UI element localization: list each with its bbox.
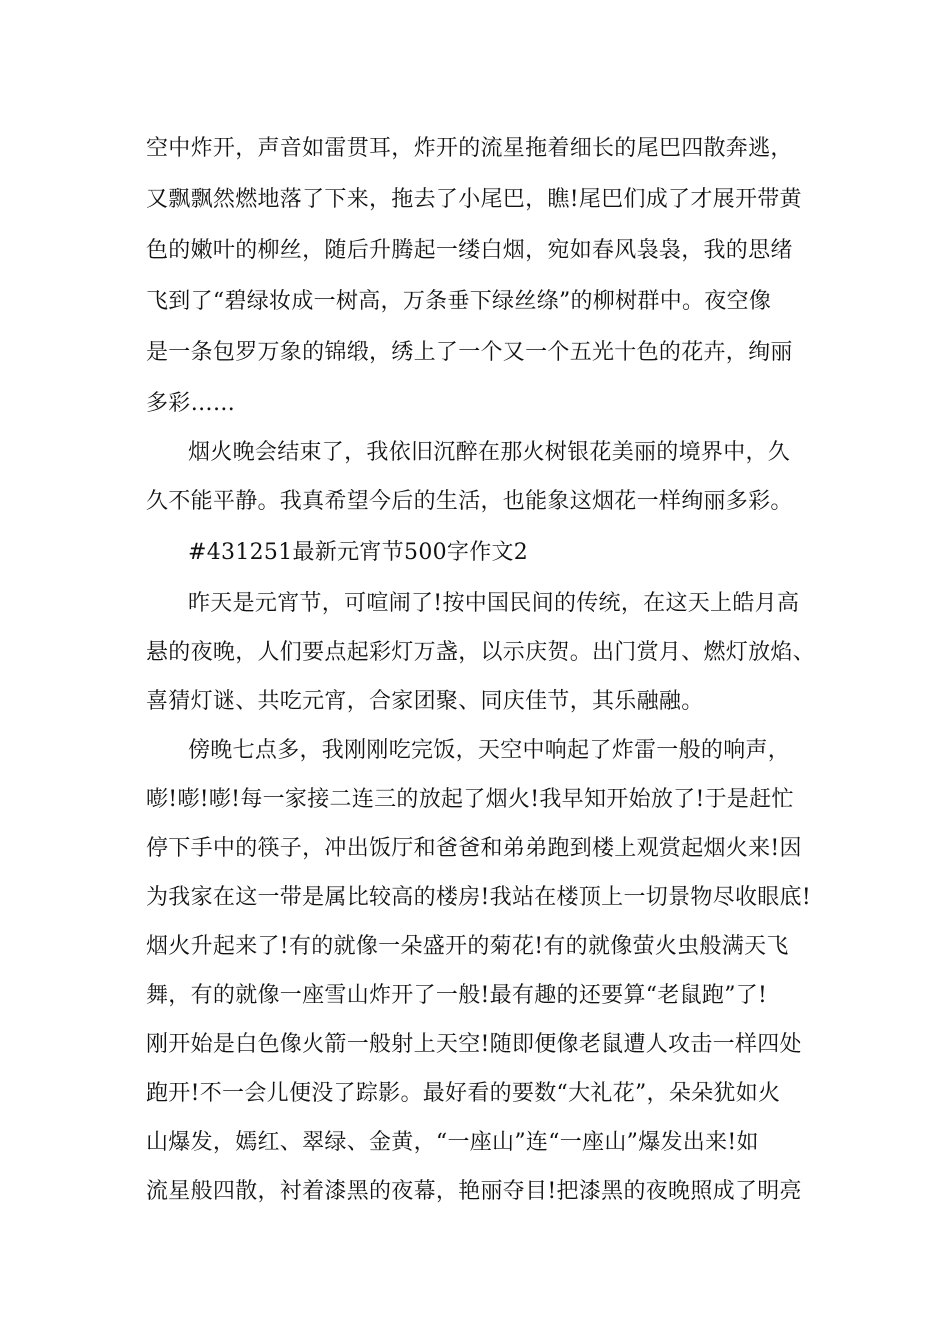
text-line: 久不能平静。我真希望今后的生活，也能象这烟花一样绚丽多彩。 bbox=[146, 489, 793, 514]
text-line: 停下手中的筷子，冲出饭厅和爸爸和弟弟跑到楼上观赏起烟火来!因 bbox=[146, 836, 802, 861]
text-line: 为我家在这一带是属比较高的楼房!我站在楼顶上一切景物尽收眼底! bbox=[146, 885, 811, 910]
text-line: 悬的夜晚，人们要点起彩灯万盏，以示庆贺。出门赏月、燃灯放焰、 bbox=[146, 640, 816, 665]
paragraph-first-line: 昨天是元宵节，可喧闹了!按中国民间的传统，在这天上皓月高 bbox=[188, 591, 800, 616]
text-line: 又飘飘然燃地落了下来，拖去了小尾巴，瞧!尾巴们成了才展开带黄 bbox=[146, 187, 802, 212]
text-line: 跑开!不一会儿便没了踪影。最好看的要数“大礼花”，朵朵犹如火 bbox=[146, 1081, 781, 1106]
text-line: 烟火升起来了!有的就像一朵盛开的菊花!有的就像萤火虫般满天飞 bbox=[146, 934, 789, 959]
text-line: 色的嫩叶的柳丝，随后升腾起一缕白烟，宛如春风袅袅，我的思绪 bbox=[146, 238, 793, 263]
section-heading: #431251最新元宵节500字作文2 bbox=[188, 540, 529, 565]
paragraph-first-line: 烟火晚会结束了，我依旧沉醉在那火树银花美丽的境界中，久 bbox=[188, 440, 791, 465]
text-line: 空中炸开，声音如雷贯耳，炸开的流星拖着细长的尾巴四散奔逃， bbox=[146, 136, 793, 161]
text-line: 山爆发，嫣红、翠绿、金黄，“一座山”连“一座山”爆发出来!如 bbox=[146, 1130, 759, 1155]
text-line: 舞，有的就像一座雪山炸开了一般!最有趣的还要算“老鼠跑”了! bbox=[146, 983, 768, 1008]
text-line: 是一条包罗万象的锦缎，绣上了一个又一个五光十色的花卉，绚丽 bbox=[146, 340, 793, 365]
text-line: 喜猜灯谜、共吃元宵，合家团聚、同庆佳节，其乐融融。 bbox=[146, 689, 704, 714]
text-line: 流星般四散，衬着漆黑的夜幕，艳丽夺目!把漆黑的夜晚照成了明亮 bbox=[146, 1179, 802, 1204]
text-line: 刚开始是白色像火箭一般射上天空!随即便像老鼠遭人攻击一样四处 bbox=[146, 1032, 802, 1057]
paragraph-first-line: 傍晚七点多，我刚刚吃完饭，天空中响起了炸雷一般的响声， bbox=[188, 738, 791, 763]
text-line: 多彩…… bbox=[146, 391, 236, 416]
text-line: 飞到了“碧绿妆成一树高，万条垂下绿丝绦”的柳树群中。夜空像 bbox=[146, 289, 772, 314]
text-line: 嘭!嘭!嘭!每一家接二连三的放起了烟火!我早知开始放了!于是赶忙 bbox=[146, 787, 794, 812]
